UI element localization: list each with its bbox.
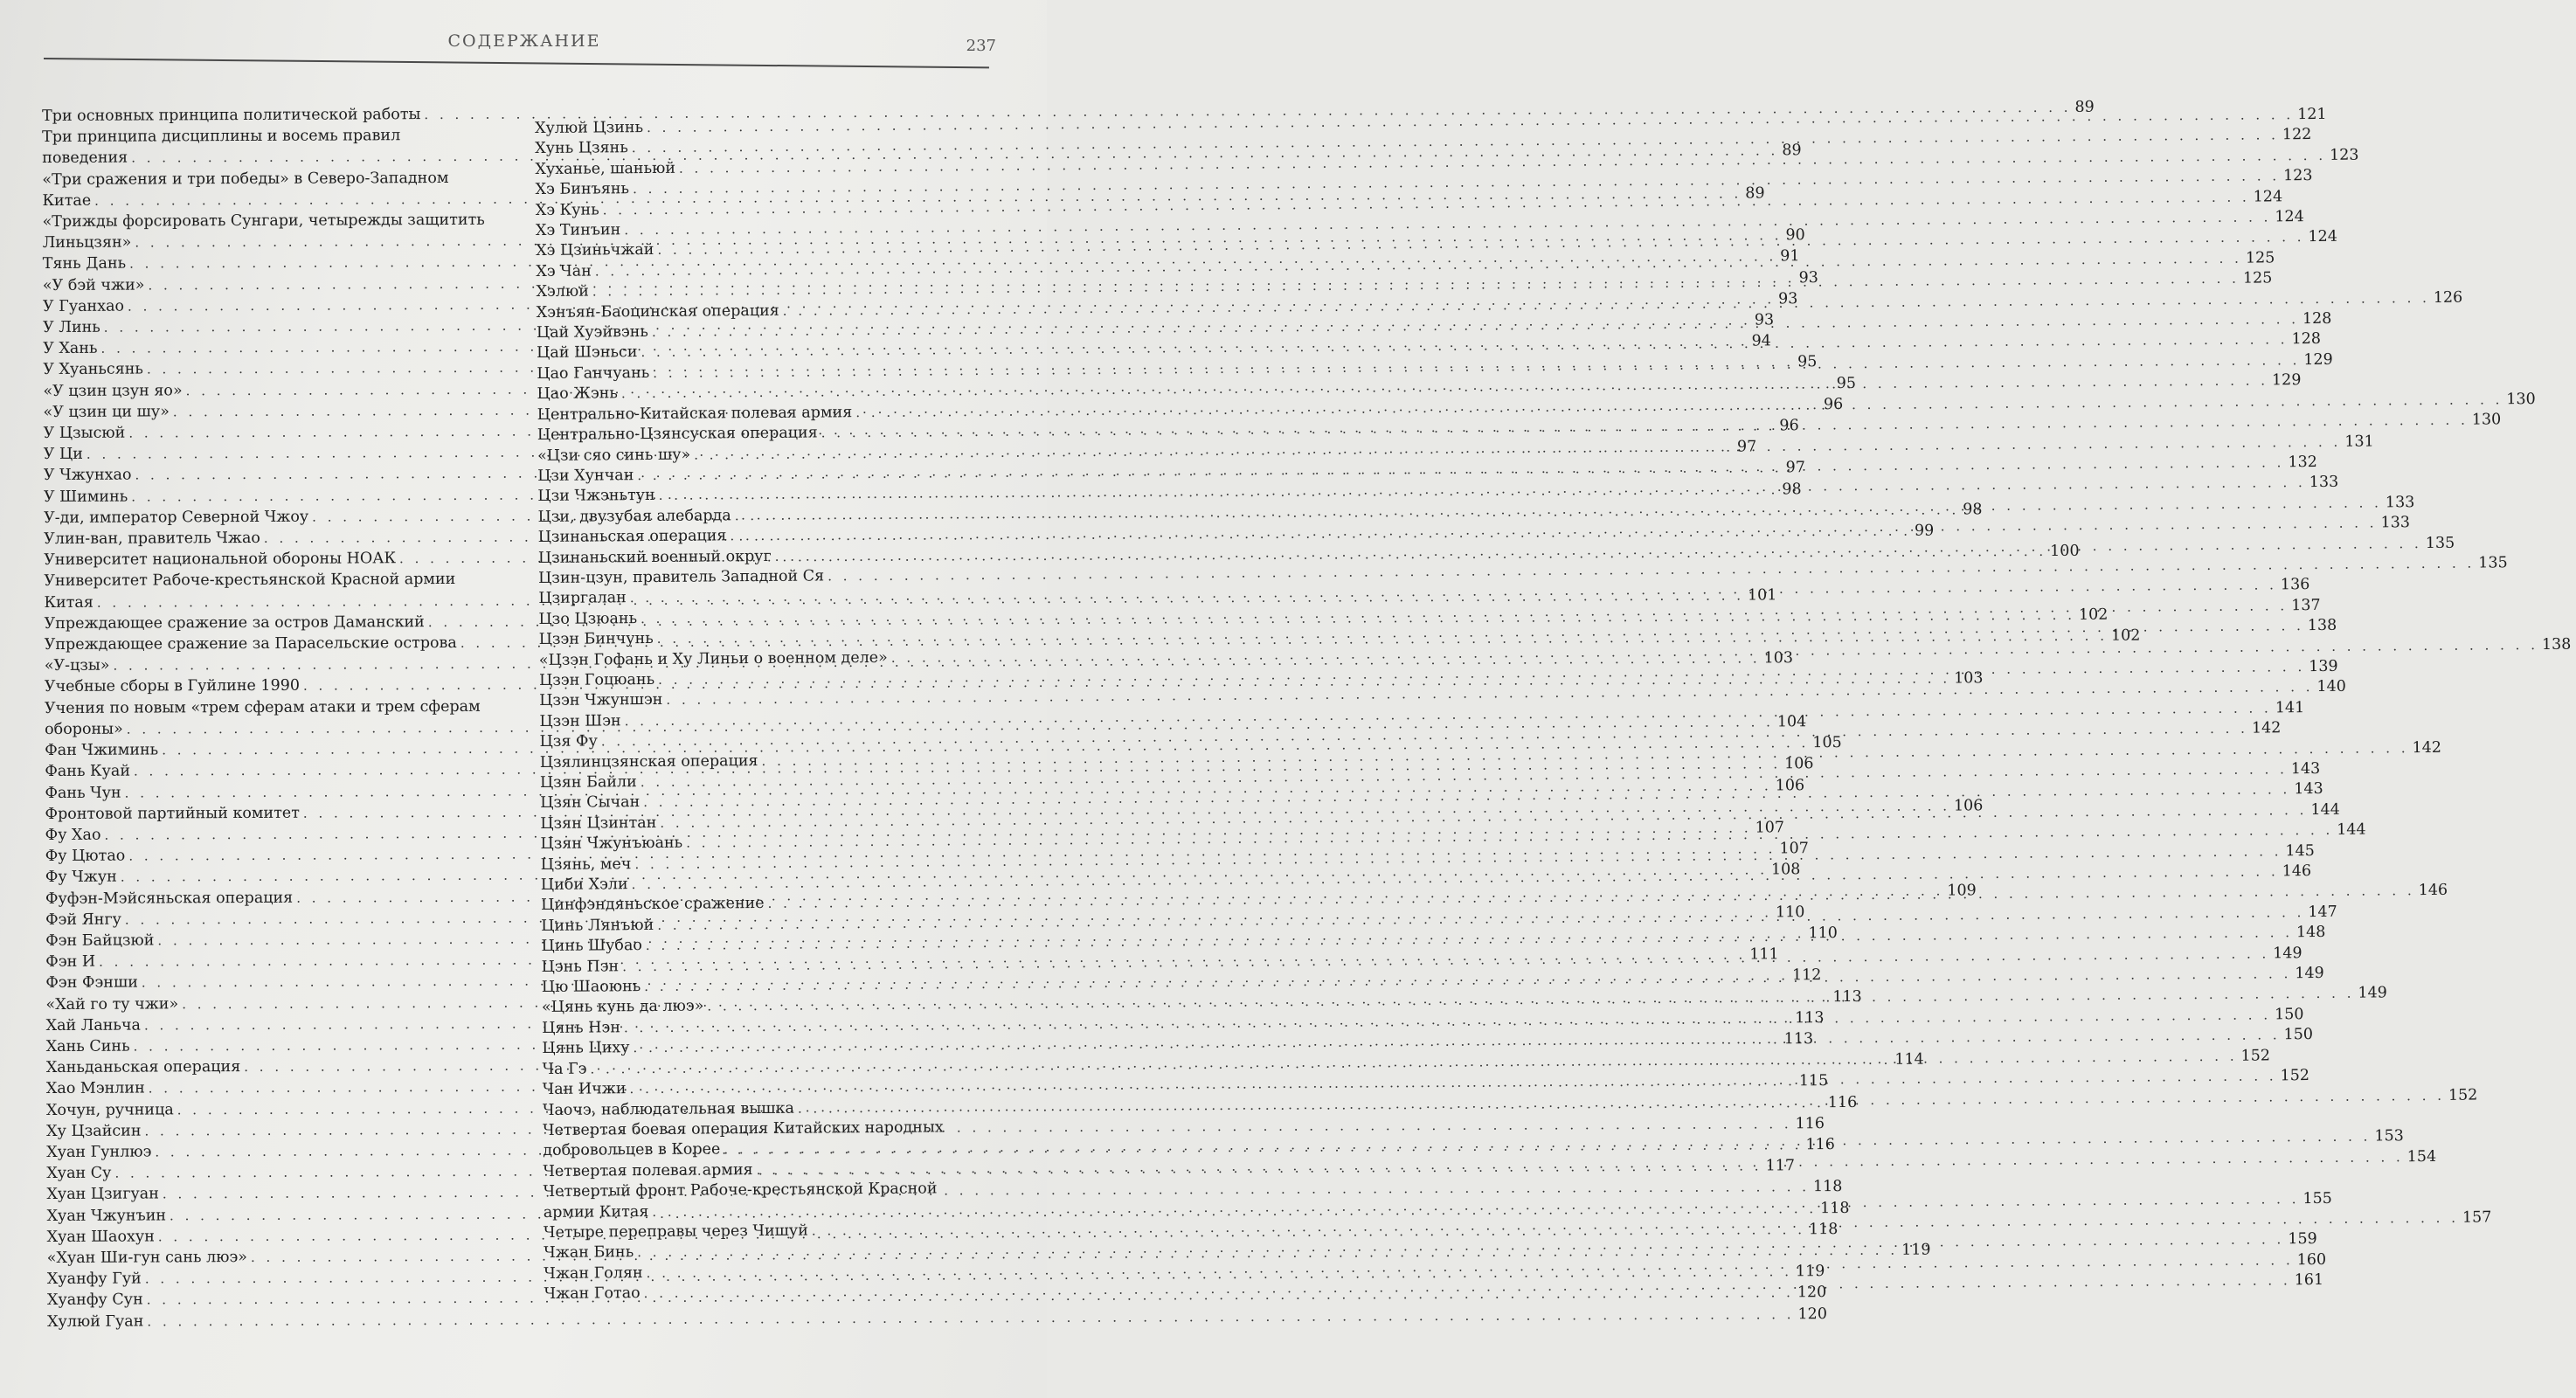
toc-entry-title: Фэн Байцзюй: [45, 931, 155, 950]
toc-entry-page: 94: [1751, 332, 1771, 350]
toc-entry-title: Хэ Кунь: [535, 201, 599, 219]
toc-entry-title: Фронтовой партийный комитет: [45, 804, 300, 823]
toc-entry-title: Цзинаньская операция: [537, 527, 727, 547]
toc-entry-page: 147: [2308, 903, 2337, 921]
toc-entry-page: 114: [1894, 1050, 1924, 1069]
toc-entry-title: Фуфэн-Мэйсяньская операция: [45, 889, 294, 908]
toc-entry-page: 150: [2274, 1006, 2304, 1024]
toc-entry-page: 103: [1954, 669, 1984, 688]
toc-entry-title: Хуан Цзигуан: [46, 1185, 159, 1204]
toc-entry-title: Цзиргалан: [538, 589, 627, 608]
toc-entry-page: 126: [2433, 288, 2463, 307]
toc-entry-page: 130: [2506, 390, 2536, 408]
toc-entry-page: 138: [2541, 635, 2572, 654]
toc-entry-title: Цай Шэньси: [537, 343, 638, 363]
toc-entry-title: Хуанфу Сун: [46, 1291, 143, 1310]
toc-entry-title: Чжан Бинь: [544, 1243, 634, 1263]
toc-entry-title: обороны»: [45, 720, 123, 738]
toc-entry-title: Цинь Шубао: [541, 937, 642, 956]
toc-entry-page: 98: [1963, 501, 1983, 519]
toc-entry-page: 123: [2283, 167, 2313, 185]
toc-entry-title: Четвертый фронт Рабоче-крестьянской Красной: [543, 1180, 938, 1201]
toc-entry-page: 153: [2374, 1127, 2404, 1145]
toc-entry-title: Цзи Чжэньтун: [537, 487, 655, 506]
toc-entry-page: 113: [1795, 1008, 1825, 1027]
toc-entry-page: 133: [2385, 493, 2415, 512]
toc-entry-page: 110: [1775, 903, 1805, 922]
toc-entry-page: 106: [1775, 776, 1805, 794]
toc-entry-page: 119: [1901, 1241, 1931, 1259]
toc-entry-title: Хуан Шаохун: [46, 1228, 155, 1246]
toc-entry: [45, 696, 525, 719]
toc-entry-title: У Ци: [43, 446, 83, 464]
toc-entry-title: Хуан Чжунъин: [46, 1206, 167, 1225]
toc-entry-title: Университет Рабоче-крестьянской Красной армии: [44, 571, 456, 591]
toc-entry-title: Цзэн Бинчунь: [538, 630, 654, 649]
toc-entry-title: Цзя Фу: [539, 732, 598, 751]
toc-entry-page: 120: [1797, 1284, 1827, 1302]
toc-entry-title: Хуан Гунлюэ: [46, 1143, 152, 1161]
toc-entry-page: 143: [2290, 759, 2321, 779]
toc-entry-page: 118: [1808, 1220, 1839, 1238]
toc-entry-title: «Цзэн Гофань и Ху Линьи о военном деле»: [538, 648, 888, 669]
toc-entry-page: 135: [2425, 534, 2455, 552]
toc-entry-title: Хулюй Гуан: [47, 1312, 144, 1331]
toc-entry-page: 97: [1736, 438, 1757, 456]
toc-entry-page: 122: [2282, 126, 2312, 144]
toc-entry-title: Цянь Нэн: [542, 1019, 621, 1037]
toc-entry-page: 101: [1747, 586, 1777, 605]
toc-entry-title: Циби Хэли: [540, 875, 628, 895]
toc-entry-page: 144: [2310, 800, 2340, 819]
toc-entry-title: Цай Хуэйвэнь: [536, 323, 648, 343]
toc-entry-page: 125: [2242, 269, 2273, 287]
toc-entry-title: У Шиминь: [43, 488, 128, 506]
toc-entry-title: Цзинаньский военный округ: [537, 547, 772, 567]
toc-entry-page: 152: [2240, 1047, 2271, 1065]
toc-entry-page: 148: [2296, 924, 2326, 942]
toc-entry-title: Ча Гэ: [542, 1060, 587, 1078]
toc-entry-title: Цзянь, меч: [540, 855, 632, 874]
toc-entry-title: армии Китая: [543, 1202, 649, 1222]
toc-entry: [43, 210, 523, 233]
toc-entry-title: Хуханье, шаньюй: [535, 159, 676, 178]
toc-entry-page: 141: [2275, 698, 2305, 717]
toc-entry-title: Цзэн Гоцюань: [538, 670, 655, 689]
toc-entry-page: 93: [1778, 290, 1798, 308]
toc-entry-title: «Цянь кунь да люэ»: [541, 997, 704, 1017]
toc-entry-title: Цзи, двузубая алебарда: [537, 506, 731, 526]
toc-entry-title: «У-цзы»: [44, 656, 110, 675]
toc-entry-title: Чан Ичжи: [542, 1080, 627, 1099]
toc-entry-page: 124: [2253, 187, 2283, 206]
toc-entry-page: 116: [1827, 1093, 1858, 1111]
toc-entry-page: 111: [1749, 945, 1779, 964]
toc-entry-page: 93: [1798, 268, 1818, 287]
toc-entry-page: 140: [2316, 678, 2346, 696]
toc-entry-title: Хулюй Цзинь: [535, 119, 644, 137]
toc-entry-page: 112: [1791, 966, 1822, 985]
toc-entry: [44, 569, 524, 592]
toc-entry-page: 146: [2418, 882, 2448, 900]
toc-entry-page: 128: [2302, 309, 2332, 329]
toc-entry-title: Улин-ван, правитель Чжао: [44, 529, 260, 549]
toc-entry-page: 118: [1820, 1199, 1850, 1217]
toc-entry-title: Три основных принципа политической работы: [42, 106, 421, 125]
toc-entry-page: 133: [2380, 514, 2411, 532]
toc-entry-title: Четвертая полевая армия: [543, 1160, 753, 1180]
toc-entry-title: Упреждающее сражение за Парасельские острова: [44, 634, 457, 654]
toc-entry-page: 131: [2344, 432, 2374, 451]
toc-entry-page: 116: [1805, 1136, 1835, 1154]
toc-entry-title: У Цзысюй: [43, 424, 126, 443]
toc-entry-title: Упреждающее сражение за остров Даманский: [44, 612, 425, 633]
toc-entry-page: 107: [1779, 840, 1809, 858]
toc-entry: [42, 167, 523, 190]
toc-entry-title: «Хуан Ши-гун сань люэ»: [46, 1248, 248, 1267]
toc-entry-title: Цзин-цзун, правитель Западной Ся: [538, 567, 825, 587]
toc-entry-title: У Гуанхао: [42, 297, 125, 315]
toc-entry-page: 118: [1812, 1178, 1843, 1196]
toc-entry-page: 117: [1765, 1157, 1796, 1175]
toc-entry-page: 121: [2297, 105, 2327, 124]
toc-entry-title: Цао Жэнь: [537, 384, 619, 404]
toc-entry-page: 124: [2308, 228, 2338, 246]
toc-entry-title: добровольцев в Корее: [543, 1140, 721, 1160]
toc-entry-title: Линьцзян»: [42, 233, 132, 253]
toc-entry-title: Цзян Сычан: [540, 793, 641, 813]
toc-entry-page: 136: [2280, 576, 2310, 594]
toc-entry-page: 152: [2448, 1086, 2478, 1104]
toc-entry-page: 142: [2412, 738, 2442, 757]
toc-entry-title: «У цзин ци шу»: [43, 403, 170, 421]
toc-entry-page: 110: [1808, 924, 1838, 943]
toc-entry-title: поведения: [42, 149, 128, 168]
toc-entry-page: 135: [2478, 554, 2508, 572]
toc-entry-page: 91: [1780, 247, 1800, 266]
toc-entry-page: 98: [1782, 480, 1802, 498]
toc-entry-page: 123: [2329, 146, 2359, 164]
toc-entry-title: Цэнь Пэн: [541, 957, 620, 976]
toc-entry-title: У Чжунхао: [43, 467, 132, 485]
toc-entry-title: Фань Куай: [45, 762, 131, 781]
toc-entry-title: Чаочэ, наблюдательная вышка: [542, 1099, 794, 1119]
toc-entry-title: Цзи Хунчан: [537, 467, 634, 485]
toc-entry-title: «Цзи сяо синь шу»: [537, 446, 691, 465]
toc-entry-page: 154: [2406, 1147, 2437, 1166]
toc-entry-page: 139: [2309, 657, 2338, 676]
toc-entry-page: 96: [1823, 395, 1844, 413]
toc-entry-title: «Хай го ту чжи»: [45, 994, 179, 1014]
toc-entry-title: Хэ Цзиньчжай: [536, 241, 654, 260]
toc-entry-page: 152: [2280, 1067, 2310, 1085]
toc-entry-page: 106: [1953, 797, 1984, 815]
toc-entry-page: 142: [2251, 719, 2282, 737]
toc-entry-title: Учения по новым «трем сферам атаки и трем сферам: [44, 697, 481, 717]
toc-entry-page: 155: [2302, 1189, 2332, 1208]
toc-entry-title: Цзян Чжунъюань: [540, 834, 683, 854]
toc-entry-page: 120: [1797, 1305, 1827, 1323]
toc-entry-page: 130: [2471, 411, 2502, 429]
toc-entry-page: 160: [2296, 1250, 2327, 1269]
toc-entry-title: Хэлюй: [536, 282, 589, 301]
toc-entry-page: 137: [2291, 596, 2321, 614]
toc-entry-title: Фэй Янгу: [45, 910, 121, 929]
toc-entry-page: 149: [2358, 984, 2387, 1003]
toc-entry-page: 89: [1745, 184, 1765, 203]
running-title: СОДЕРЖАНИЕ: [447, 31, 601, 51]
toc-entry-title: Фу Чжун: [45, 868, 117, 887]
toc-entry-title: Фу Цютао: [45, 847, 126, 866]
toc-entry-page: 105: [1812, 734, 1842, 752]
toc-entry-title: Хуанфу Гуй: [46, 1270, 142, 1289]
toc-entry-page: 113: [1832, 987, 1862, 1006]
toc-entry-title: Хуан Су: [46, 1164, 112, 1183]
toc-entry-page: 119: [1795, 1263, 1825, 1281]
toc-entry-title: Учебные сборы в Гуйлине 1990: [44, 677, 301, 696]
toc-entry-page: 144: [2337, 820, 2366, 840]
toc-entry-title: Хэ Тинъин: [535, 221, 621, 240]
toc-entry-title: У Хуаньсянь: [43, 360, 143, 379]
toc-entry-title: Цю Шаоюнь: [541, 978, 641, 997]
toc-entry-title: Цзэн Чжуншэн: [539, 691, 663, 710]
toc-entry-title: У-ди, император Северной Чжоу: [44, 508, 309, 527]
toc-entry-page: 89: [2074, 98, 2095, 116]
toc-entry-page: 113: [1783, 1030, 1814, 1048]
toc-entry-title: «Три сражения и три победы» в Северо-Западном: [42, 169, 449, 189]
toc-entry-title: Цзэн Шэн: [539, 712, 621, 730]
toc-entry-page: 129: [2271, 371, 2302, 390]
toc-entry-page: 149: [2295, 965, 2324, 983]
toc-entry: [42, 125, 523, 149]
toc-entry-page: 108: [1770, 861, 1801, 879]
toc-entry-title: Четвертая боевая операция Китайских народных: [543, 1118, 944, 1139]
toc-entry-page: 133: [2309, 474, 2339, 492]
toc-entry-title: Хочун, ручница: [45, 1100, 174, 1119]
toc-entry-title: Четыре переправы через Чишуй: [543, 1222, 808, 1242]
toc-entry-title: Ху Цзайсин: [46, 1122, 142, 1140]
toc-entry-page: 102: [2078, 606, 2109, 624]
header-rule: [44, 58, 989, 68]
toc-entry-title: «Трижды форсировать Сунгари, четырежды защитить: [42, 211, 485, 232]
toc-entry-page: 103: [1763, 649, 1794, 668]
toc-entry: [47, 1305, 1827, 1332]
toc-entry-page: 106: [1784, 755, 1814, 773]
toc-entry-page: 161: [2294, 1271, 2324, 1290]
toc-entry-page: 157: [2462, 1208, 2492, 1227]
toc-entry-title: Три принципа дисциплины и восемь правил: [42, 127, 401, 147]
toc-entry-page: 128: [2291, 330, 2322, 349]
toc-entry-title: Центрально-Китайская полевая армия: [537, 403, 853, 424]
toc-entry-page: 109: [1947, 881, 1977, 900]
toc-entry-page: 129: [2303, 350, 2333, 369]
toc-entry-page: 124: [2275, 208, 2304, 226]
toc-entry-title: «У цзин цзун яо»: [43, 381, 183, 400]
toc-entry-title: Центрально-Цзянсуская операция: [537, 424, 818, 445]
toc-entry-title: Фан Чжиминь: [45, 741, 159, 760]
toc-entry-title: Цзо Цзюань: [538, 609, 638, 628]
toc-entry-title: Хэнъян-Баоцинская операция: [536, 301, 779, 322]
toc-entry-page: 96: [1779, 417, 1799, 435]
toc-entry-title: Китая: [44, 593, 93, 612]
toc-entry-title: Цянь Циху: [542, 1039, 630, 1058]
toc-entry-page: 99: [1914, 522, 1935, 540]
toc-entry-title: «У бэй чжи»: [42, 276, 145, 294]
toc-entry-page: 116: [1795, 1114, 1825, 1133]
toc-entry-title: Китае: [42, 191, 92, 210]
toc-entry-page: 125: [2245, 249, 2275, 267]
toc-entry-title: Хай Ланьча: [45, 1016, 141, 1035]
toc-entry-page: 107: [1755, 819, 1785, 837]
toc-entry-title: Хэ Чан: [536, 262, 592, 280]
toc-entry-page: 89: [1782, 142, 1802, 160]
toc-entry-page: 146: [2282, 862, 2312, 881]
toc-entry-title: Цзян Байли: [539, 773, 637, 792]
toc-entry-title: Ханьданьская операция: [45, 1058, 241, 1077]
toc-entry-title: Хань Синь: [45, 1037, 130, 1055]
toc-entry-title: Чжан Голян: [544, 1263, 643, 1283]
toc-entry-title: Чжан Готао: [544, 1284, 641, 1304]
toc-entry-title: Цинь Лянъюй: [541, 916, 654, 935]
toc-entry-page: 132: [2288, 453, 2317, 472]
toc-entry-title: Хунь Цзянь: [535, 139, 628, 158]
toc-entry-title: Тянь Дань: [42, 255, 127, 273]
toc-entry-title: Фань Чун: [45, 784, 121, 802]
toc-entry-title: Цзян Цзинтан: [540, 813, 657, 833]
toc-entry-title: Фэн И: [45, 952, 96, 972]
toc-entry-page: 159: [2288, 1230, 2317, 1249]
toc-entry-page: 97: [1785, 459, 1805, 477]
toc-entry-page: 95: [1836, 374, 1857, 392]
toc-entry-page: 102: [2110, 626, 2141, 645]
toc-entry-page: 145: [2285, 841, 2315, 860]
toc-entry-page: 104: [1776, 713, 1807, 731]
toc-entry-page: 138: [2307, 616, 2337, 635]
toc-entry-page: 115: [1798, 1072, 1829, 1090]
toc-entry-title: Фу Хао: [45, 826, 101, 844]
toc-entry-page: 143: [2294, 780, 2323, 799]
toc-entry-title: Цинфэндяньское сражение: [540, 895, 765, 915]
toc-entry-title: Хао Мэнлин: [45, 1079, 145, 1098]
page-number: 237: [966, 37, 996, 55]
toc-entry-title: Фэн Фэнши: [45, 973, 138, 993]
toc-entry-title: Цзялинцзянская операция: [539, 751, 758, 772]
toc-entry-title: У Хань: [43, 339, 98, 358]
toc-entry-page: 95: [1797, 353, 1818, 371]
toc-entry-title: Хэ Бинъянь: [535, 180, 630, 199]
toc-entry-page: 100: [2050, 543, 2080, 561]
toc-entry-title: Цао Ганчуань: [537, 363, 650, 383]
toc-entry-page: 150: [2283, 1026, 2314, 1044]
toc-entry-page: 90: [1785, 226, 1805, 245]
toc-entry-page: 149: [2273, 944, 2302, 963]
toc-entry-title: Университет национальной обороны НОАК: [44, 550, 397, 570]
toc-entry-page: 93: [1754, 311, 1775, 329]
toc-entry-title: У Линь: [43, 318, 100, 337]
